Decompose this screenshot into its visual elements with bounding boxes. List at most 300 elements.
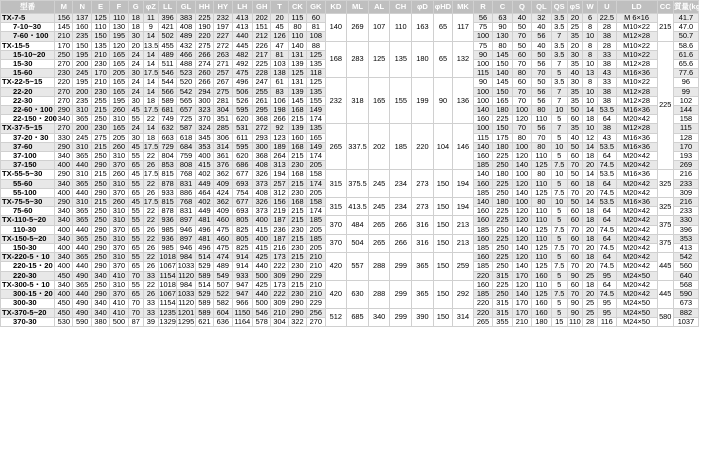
dimension-cell: 270 [55, 60, 73, 69]
dimension-cell: 632 [158, 124, 176, 133]
dimension-cell: 53.5 [599, 197, 615, 207]
mass-cell: 330 [673, 216, 698, 225]
dimension-cell: 168 [288, 170, 306, 179]
dimension-cell: 400 [55, 188, 73, 197]
dimension-cell: 1120 [178, 298, 194, 308]
model-cell: TX-220-5・10 [1, 253, 55, 262]
motor-dimension-cell: 150 [433, 216, 452, 234]
dimension-cell: 60 [512, 78, 531, 87]
dimension-cell: 165 [307, 133, 325, 142]
dimension-cell: 55 [128, 207, 143, 216]
dimension-cell: 185 [307, 216, 325, 225]
dimension-cell: 222 [271, 262, 288, 271]
dimension-cell: 230 [288, 244, 306, 253]
dimension-cell: M 6×16 [616, 14, 657, 23]
dimension-cell: 70 [512, 96, 531, 105]
dimension-cell: 449 [195, 179, 213, 188]
dimension-cell: 194 [271, 170, 288, 179]
dimension-cell: 230 [288, 262, 306, 271]
dimension-cell: 1154 [159, 270, 176, 280]
dimension-cell: 18 [143, 133, 158, 142]
dimension-cell: 322 [288, 317, 306, 326]
model-cell: 15-10~20 [1, 50, 55, 59]
dimension-cell: 383 [177, 14, 195, 23]
dimension-cell: 150 [73, 41, 91, 50]
dimension-cell: 304 [271, 317, 288, 326]
dimension-cell: M24×50 [616, 299, 657, 308]
mass-cell: 560 [673, 262, 698, 271]
dimension-cell: 365 [73, 280, 91, 289]
dimension-cell: 140 [288, 41, 306, 50]
dimension-cell: 140 [493, 69, 512, 78]
dimension-cell: 7.5 [551, 244, 567, 253]
motor-dimension-cell: 288 [368, 280, 390, 308]
dimension-cell: 293 [253, 133, 271, 142]
dimension-cell: 14 [143, 60, 158, 69]
dimension-cell: 245 [73, 133, 91, 142]
dimension-cell: 257 [271, 179, 288, 188]
dimension-cell: 326 [253, 198, 271, 207]
dimension-cell: 230 [288, 161, 306, 170]
dimension-cell: 542 [177, 87, 195, 96]
dimension-cell: 310 [110, 152, 128, 161]
column-header: R [473, 1, 492, 14]
dimension-cell: 481 [195, 234, 213, 243]
dimension-cell: 340 [55, 253, 73, 262]
dimension-cell: 611 [232, 133, 253, 142]
mass-cell: 269 [673, 161, 698, 170]
dimension-cell: M20×42 [616, 179, 657, 188]
model-cell: 15-60 [1, 69, 55, 78]
dimension-cell: 35 [567, 32, 582, 41]
dimension-cell: 187 [271, 216, 288, 225]
dimension-cell: 195 [110, 96, 128, 105]
model-cell: 150-30 [1, 244, 55, 253]
dimension-cell: 230 [288, 225, 306, 234]
model-cell: TX-370-5~20 [1, 308, 55, 317]
dimension-cell: 139 [288, 60, 306, 69]
dimension-cell: 14 [143, 87, 158, 96]
motor-dimension-cell: 370 [325, 216, 347, 234]
mass-cell: 640 [673, 271, 698, 280]
dimension-cell: 3.5 [551, 41, 567, 50]
dimension-cell: 45 [128, 142, 143, 151]
dimension-cell: 5 [551, 152, 567, 161]
dimension-cell: 210 [91, 50, 109, 59]
dimension-cell: 482 [232, 50, 253, 59]
model-cell: 110-30 [1, 225, 55, 234]
dimension-cell: 897 [177, 234, 195, 243]
dimension-cell: 70 [532, 133, 551, 142]
dimension-cell: 160 [473, 234, 492, 243]
dimension-cell: 22 [143, 179, 158, 188]
dimension-cell: 125 [288, 69, 306, 78]
model-cell: 300-15・20 [1, 290, 55, 299]
dimension-cell: 271 [214, 60, 232, 69]
dimension-cell: 26 [143, 244, 158, 253]
column-header: LD [616, 1, 657, 14]
motor-dimension-cell: 202 [368, 124, 390, 170]
dimension-cell: 70 [128, 299, 143, 308]
motor-dimension-cell: 316 [412, 216, 434, 234]
column-header: CK [288, 1, 306, 14]
dimension-cell: 413 [232, 23, 253, 32]
dimension-cell: 74.5 [599, 187, 615, 197]
dimension-cell: 17.5 [143, 68, 159, 78]
dimension-cell: 290 [288, 308, 306, 317]
dimension-cell: 60 [567, 280, 582, 289]
dimension-cell: 140 [512, 290, 531, 299]
dimension-cell: 315 [493, 299, 512, 308]
dimension-cell: 170 [55, 41, 73, 50]
dimension-cell: M20×42 [616, 280, 657, 289]
dimension-cell: 195 [73, 50, 91, 59]
dimension-cell: 149 [307, 106, 325, 115]
dimension-cell: 805 [232, 216, 253, 225]
dimension-cell: 55 [128, 280, 143, 289]
dimension-cell: 373 [253, 207, 271, 216]
dimension-cell: 61 [271, 78, 288, 87]
dimension-cell: 17.5 [143, 197, 159, 207]
dimension-cell: 245 [73, 69, 91, 78]
dimension-cell: 10 [551, 106, 567, 115]
dimension-cell: 260 [110, 198, 128, 207]
dimension-cell: 1329 [159, 316, 176, 326]
motor-dimension-cell: 504 [347, 234, 369, 252]
dimension-cell: 250 [493, 262, 512, 271]
dimension-cell: 693 [232, 207, 253, 216]
column-header: QS [551, 1, 567, 14]
motor-dimension-cell: 213 [453, 234, 474, 252]
dimension-cell: 250 [55, 50, 73, 59]
dimension-cell: 5 [551, 115, 567, 124]
dimension-cell: 578 [253, 317, 271, 326]
dimension-cell: 70 [567, 262, 582, 271]
dimension-cell: 408 [177, 23, 195, 32]
dimension-cell: 677 [232, 198, 253, 207]
table-body [1, 14, 699, 327]
dimension-cell: 546 [253, 308, 271, 317]
dimension-cell: 220 [473, 271, 492, 280]
dimension-cell: 7 [551, 96, 567, 105]
dimension-cell: 488 [177, 60, 195, 69]
dimension-cell: 210 [307, 280, 325, 289]
column-header: QL [532, 1, 551, 14]
dimension-cell: 12 [582, 133, 597, 142]
dimension-cell: 26 [143, 225, 158, 234]
dimension-cell: 410 [110, 299, 128, 308]
mass-cell: 568 [673, 280, 698, 289]
motor-dimension-cell: 185 [390, 124, 412, 170]
dimension-cell: 984 [177, 253, 195, 262]
mass-cell: 882 [673, 308, 698, 317]
dimension-cell: 80 [532, 170, 551, 179]
dimension-cell: 365 [73, 179, 91, 188]
dimension-cell: 340 [55, 115, 73, 124]
dimension-cell: 24 [128, 78, 143, 87]
model-cell: 37-150 [1, 161, 55, 170]
dimension-cell: 3.5 [551, 14, 567, 23]
model-cell: 7-60・100 [1, 32, 55, 41]
dimension-cell: 804 [158, 152, 176, 161]
dimension-cell: 18 [128, 14, 143, 23]
mass-cell: 542 [673, 253, 698, 262]
dimension-cell: 492 [232, 60, 253, 69]
dimension-cell: 5 [551, 234, 567, 243]
dimension-cell: 125 [307, 50, 325, 59]
column-header: GL [177, 1, 195, 14]
dimension-cell: 310 [110, 179, 128, 188]
dimension-cell: 1150 [232, 308, 253, 317]
dimension-cell: 235 [73, 32, 91, 41]
dimension-cell: 340 [91, 308, 109, 317]
dimension-cell: 370 [110, 188, 128, 197]
dimension-cell: 5 [551, 280, 567, 289]
motor-dimension-cell: 220 [412, 124, 434, 170]
dimension-cell: 168 [288, 106, 306, 115]
dimension-cell: 53.5 [599, 141, 615, 151]
dimension-cell: 290 [91, 225, 109, 234]
dimension-cell: 460 [214, 234, 232, 243]
dimension-cell: M20×42 [616, 244, 657, 253]
dimension-cell: 415 [253, 225, 271, 234]
dimension-cell: 290 [55, 106, 73, 115]
dimension-cell: 373 [253, 179, 271, 188]
dimension-cell: 300 [195, 96, 213, 105]
dimension-cell: 22.5 [599, 13, 615, 22]
dimension-cell: 120 [512, 253, 531, 262]
dimension-cell: 90 [473, 50, 492, 59]
dimension-cell: 120 [512, 152, 531, 161]
dimension-cell: 90 [473, 78, 492, 87]
dimension-cell: 272 [214, 41, 232, 50]
dimension-cell: 496 [232, 78, 253, 87]
motor-dimension-cell: 299 [390, 280, 412, 308]
model-cell: TX-37-5~15 [1, 124, 55, 133]
dimension-cell: 110 [532, 115, 551, 124]
dimension-cell: 14 [143, 50, 158, 59]
dimension-cell: 290 [288, 271, 306, 280]
dimension-cell: 110 [569, 316, 581, 326]
dimension-cell: 400 [55, 225, 73, 234]
dimension-cell: 686 [232, 161, 253, 170]
dimension-cell: M20×42 [616, 216, 657, 225]
dimension-cell: 64 [598, 179, 616, 188]
dimension-cell: 18 [582, 179, 597, 188]
dimension-cell: 18 [582, 280, 597, 289]
dimension-cell: 225 [493, 280, 512, 289]
dimension-cell: 160 [473, 216, 492, 225]
dimension-cell: 511 [158, 60, 176, 69]
dimension-cell: 120 [512, 179, 531, 188]
dimension-cell: 266 [195, 50, 213, 59]
dimension-cell: 440 [73, 290, 91, 299]
dimension-cell: 946 [177, 225, 195, 234]
dimension-cell: 340 [55, 234, 73, 243]
mass-cell: 65.6 [673, 60, 698, 69]
dimension-cell: 95 [598, 271, 616, 280]
dimension-cell: 370 [110, 161, 128, 170]
dimension-cell: 43 [598, 133, 616, 142]
dimension-cell: 70 [567, 225, 582, 234]
dimension-cell: 365 [73, 234, 91, 243]
mass-cell: 170 [673, 142, 698, 151]
dimension-cell: 295 [253, 106, 271, 115]
column-header: F [110, 1, 128, 14]
dimension-cell: 914 [232, 253, 253, 262]
motor-dimension-cell: 266 [390, 216, 412, 234]
dimension-cell: 210 [271, 308, 288, 317]
dimension-cell: 587 [177, 124, 195, 133]
dimension-cell: 530 [55, 317, 73, 326]
dimension-cell: M16×36 [616, 69, 657, 78]
dimension-cell: 595 [232, 106, 253, 115]
dimension-cell: 20 [582, 244, 597, 253]
dimension-cell: 310 [73, 142, 91, 151]
dimension-cell: 250 [91, 207, 109, 216]
dimension-cell: 7 [551, 124, 567, 133]
dimension-cell: 878 [158, 207, 176, 216]
dimension-cell: M16×36 [616, 142, 657, 151]
model-cell: 22-30 [1, 96, 55, 105]
dimension-cell: 18 [128, 23, 143, 32]
dimension-cell: 22 [143, 234, 158, 243]
model-cell: 22-20 [1, 87, 55, 96]
motor-dimension-cell: 245 [368, 170, 390, 198]
dimension-cell: M20×42 [616, 207, 657, 216]
dimension-cell: 100 [512, 170, 531, 179]
motor-dimension-cell: 110 [390, 14, 412, 42]
model-cell: 55-100 [1, 188, 55, 197]
motor-dimension-cell: 117 [453, 14, 474, 42]
dimension-cell: M20×42 [616, 188, 657, 197]
motor-dimension-cell: 340 [368, 308, 390, 326]
dimension-cell: 380 [91, 317, 109, 326]
dimension-cell: 17.5 [143, 169, 159, 179]
dimension-cell: 353 [195, 142, 213, 151]
dimension-cell: M20×42 [616, 262, 657, 271]
dimension-cell: M12×28 [616, 87, 657, 96]
mass-cell: 216 [673, 198, 698, 207]
dimension-cell: 7.5 [551, 161, 567, 170]
dimension-cell: 40 [512, 14, 531, 23]
dimension-cell: 489 [177, 32, 195, 41]
dimension-cell: 413 [232, 14, 253, 23]
dimension-cell: 100 [473, 96, 492, 105]
dimension-cell: 225 [195, 14, 213, 23]
dimension-cell: 212 [253, 32, 271, 41]
dimension-cell: 32 [532, 14, 551, 23]
dimension-cell: 236 [271, 225, 288, 234]
dimension-cell: 38 [598, 87, 616, 96]
dimension-cell: 749 [158, 115, 176, 124]
dimension-cell: 8 [582, 23, 597, 32]
model-cell: TX-150-5~20 [1, 234, 55, 243]
cc-cell: 375 [657, 234, 673, 252]
motor-dimension-cell: 316 [412, 234, 434, 252]
dimension-cell: 95 [598, 308, 616, 317]
dimension-cell: 28 [582, 317, 597, 326]
dimension-cell: 140 [473, 198, 492, 207]
dimension-cell: 30 [567, 50, 582, 59]
dimension-cell: 165 [110, 78, 128, 87]
motor-dimension-cell: 180 [412, 41, 434, 78]
motor-dimension-cell: 199 [412, 78, 434, 124]
motor-dimension-cell: 140 [325, 14, 347, 42]
dimension-cell: 125 [532, 244, 551, 253]
model-cell: 220-15・20 [1, 262, 55, 271]
dimension-cell: 1235 [159, 307, 176, 317]
cc-cell: 445 [657, 253, 673, 281]
dimension-cell: 310 [110, 216, 128, 225]
dimension-cell: 100 [512, 198, 531, 207]
dimension-cell: 1018 [159, 252, 176, 262]
dimension-cell: 759 [177, 152, 195, 161]
dimension-cell: 6 [582, 14, 597, 23]
dimension-cell: 340 [91, 299, 109, 308]
dimension-cell: 455 [158, 41, 176, 50]
dimension-cell: 60 [567, 253, 582, 262]
dimension-cell: 65 [128, 188, 143, 197]
dimension-cell: 187 [271, 234, 288, 243]
motor-dimension-cell: 365 [412, 280, 434, 308]
mass-cell: 193 [673, 152, 698, 161]
dimension-cell: 14 [582, 142, 597, 151]
dimension-cell: 230 [288, 290, 306, 299]
dimension-cell: 230 [288, 188, 306, 197]
motor-dimension-cell: 135 [390, 41, 412, 78]
dimension-cell: 33 [598, 50, 616, 59]
dimension-cell: 90 [567, 299, 582, 308]
dimension-cell: 125 [532, 225, 551, 234]
dimension-cell: 230 [91, 87, 109, 96]
dimension-cell: 120 [512, 207, 531, 216]
dimension-cell: 110 [532, 234, 551, 243]
dimension-cell: 729 [158, 142, 176, 151]
column-header: N [73, 1, 91, 14]
dimension-cell: 985 [158, 225, 176, 234]
dimension-cell: 100 [473, 32, 492, 41]
dimension-cell: 312 [271, 188, 288, 197]
dimension-cell: 290 [55, 170, 73, 179]
dimension-cell: 160 [473, 253, 492, 262]
motor-dimension-cell: 65 [433, 41, 452, 78]
dimension-cell: 87 [128, 317, 143, 326]
mass-cell: 233 [673, 179, 698, 188]
dimension-cell: 323 [195, 106, 213, 115]
dimension-cell: 408 [253, 188, 271, 197]
mass-cell: 353 [673, 234, 698, 243]
dimension-cell: M10×22 [616, 50, 657, 59]
dimension-cell: 768 [177, 198, 195, 207]
dimension-cell: 215 [91, 106, 109, 115]
dimension-cell: 440 [73, 161, 91, 170]
dimension-cell: 300 [253, 142, 271, 151]
dimension-cell: 290 [55, 198, 73, 207]
column-header: φHD [433, 1, 452, 14]
dimension-cell: 64 [598, 152, 616, 161]
dimension-cell: 56 [532, 124, 551, 133]
dimension-cell: 140 [512, 262, 531, 271]
dimension-cell: 185 [473, 262, 492, 271]
dimension-cell: 170 [512, 299, 531, 308]
dimension-cell: 60 [567, 207, 582, 216]
dimension-cell: 100 [512, 142, 531, 151]
model-cell: 37-60 [1, 142, 55, 151]
dimension-cell: 309 [271, 299, 288, 308]
dimension-cell: M20×42 [616, 225, 657, 234]
motor-dimension-cell: 420 [325, 280, 347, 308]
